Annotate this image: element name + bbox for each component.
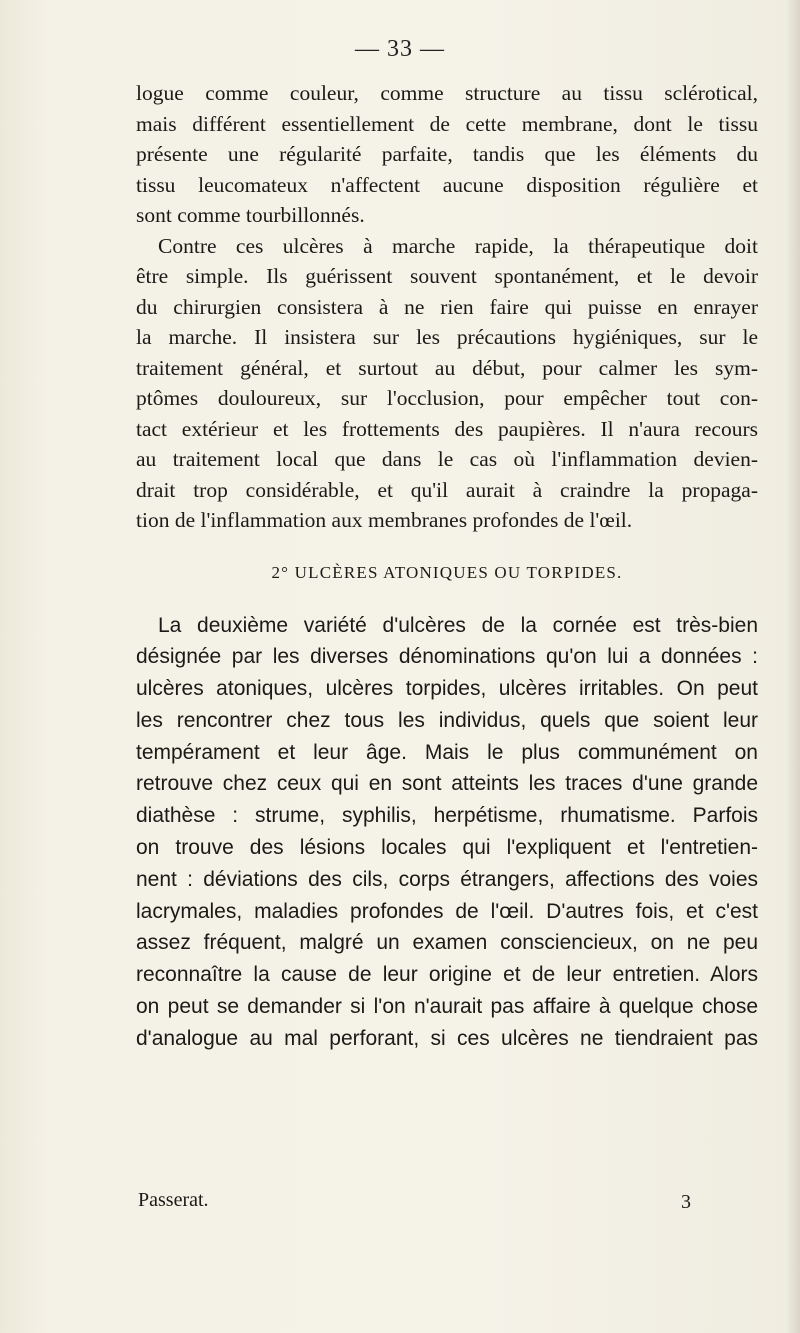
paragraph-therapeutics [136, 231, 758, 536]
text-line: les rencontrer chez tous les individus, quels que soient leur [136, 708, 758, 732]
text-line: traitement général, et surtout au début, pour calmer les sym- [136, 355, 758, 380]
text-line: retrouve chez ceux qui en sont atteints les traces d'une grande [136, 772, 758, 796]
text-line: reconnaître la cause de leur origine et de leur entretien. Alors [136, 963, 758, 987]
text-line: diathèse : strume, syphilis, herpétisme, rhumatisme. Parfois [136, 804, 758, 828]
page-edge-shadow [786, 0, 800, 1333]
text-line: logue comme couleur, comme structure au tissu sclérotical, [136, 81, 758, 105]
text-line: tempérament et leur âge. Mais le plus communément on [136, 740, 758, 764]
text-line: ptômes douloureux, sur l'occlusion, pour empêcher tout con- [136, 386, 758, 410]
body-text [136, 78, 758, 1055]
text-line: on peut se demander si l'on n'aurait pas affaire à quelque chose [136, 995, 758, 1019]
page-number-header: — 33 — [355, 36, 445, 62]
text-line: on trouve des lésions locales qui l'expliquent et l'entretien- [136, 836, 758, 860]
text-line: présente une régularité parfaite, tandis que les éléments du [136, 142, 758, 166]
paragraph-atonic-ulcers [136, 610, 758, 1055]
text-line: au traitement local que dans le cas où l'inflammation devien- [136, 447, 758, 471]
text-line: tact extérieur et les frottements des paupières. Il n'aura recours [136, 416, 758, 441]
text-line: assez fréquent, malgré un examen consciencieux, on ne peu [136, 931, 758, 955]
text-line: drait trop considérable, et qu'il aurait à craindre la propaga- [136, 477, 758, 502]
footer-author: Passerat. [138, 1189, 209, 1211]
text-line: mais différent essentiellement de cette membrane, dont le tissu [136, 111, 758, 136]
text-line: être simple. Ils guérissent souvent spontanément, et le devoir [136, 264, 758, 288]
page-footer [136, 1189, 758, 1215]
text-line: ulcères atoniques, ulcères torpides, ulcères irritables. On peut [136, 677, 758, 701]
text-line: tion de l'inflammation aux membranes profondes de l'œil. [136, 508, 633, 532]
text-line: tissu leucomateux n'affectent aucune disposition régulière et [136, 172, 758, 197]
text-line: sont comme tourbillonnés. [136, 203, 365, 227]
section-heading: 2° ULCÈRES ATONIQUES OU TORPIDES. [271, 562, 623, 582]
text-line: nent : déviations des cils, corps étrangers, affections des voies [136, 867, 758, 891]
text-line: d'analogue au mal perforant, si ces ulcères ne tiendraient pas [136, 1026, 758, 1050]
text-line: lacrymales, maladies profondes de l'œil. D'autres fois, et c'est [136, 899, 758, 923]
text-line: désignée par les diverses dénominations qu'on lui a données : [136, 645, 758, 669]
footer-signature-mark: 3 [681, 1191, 691, 1213]
text-line: du chirurgien consistera à ne rien faire qui puisse en enrayer [136, 294, 758, 319]
text-line: La deuxième variété d'ulcères de la cornée est très-bien [158, 613, 758, 637]
text-line: Contre ces ulcères à marche rapide, la thérapeutique doit [158, 233, 758, 258]
text-line: la marche. Il insistera sur les précautions hygiéniques, sur le [136, 325, 758, 349]
paragraph-continued [136, 78, 758, 231]
